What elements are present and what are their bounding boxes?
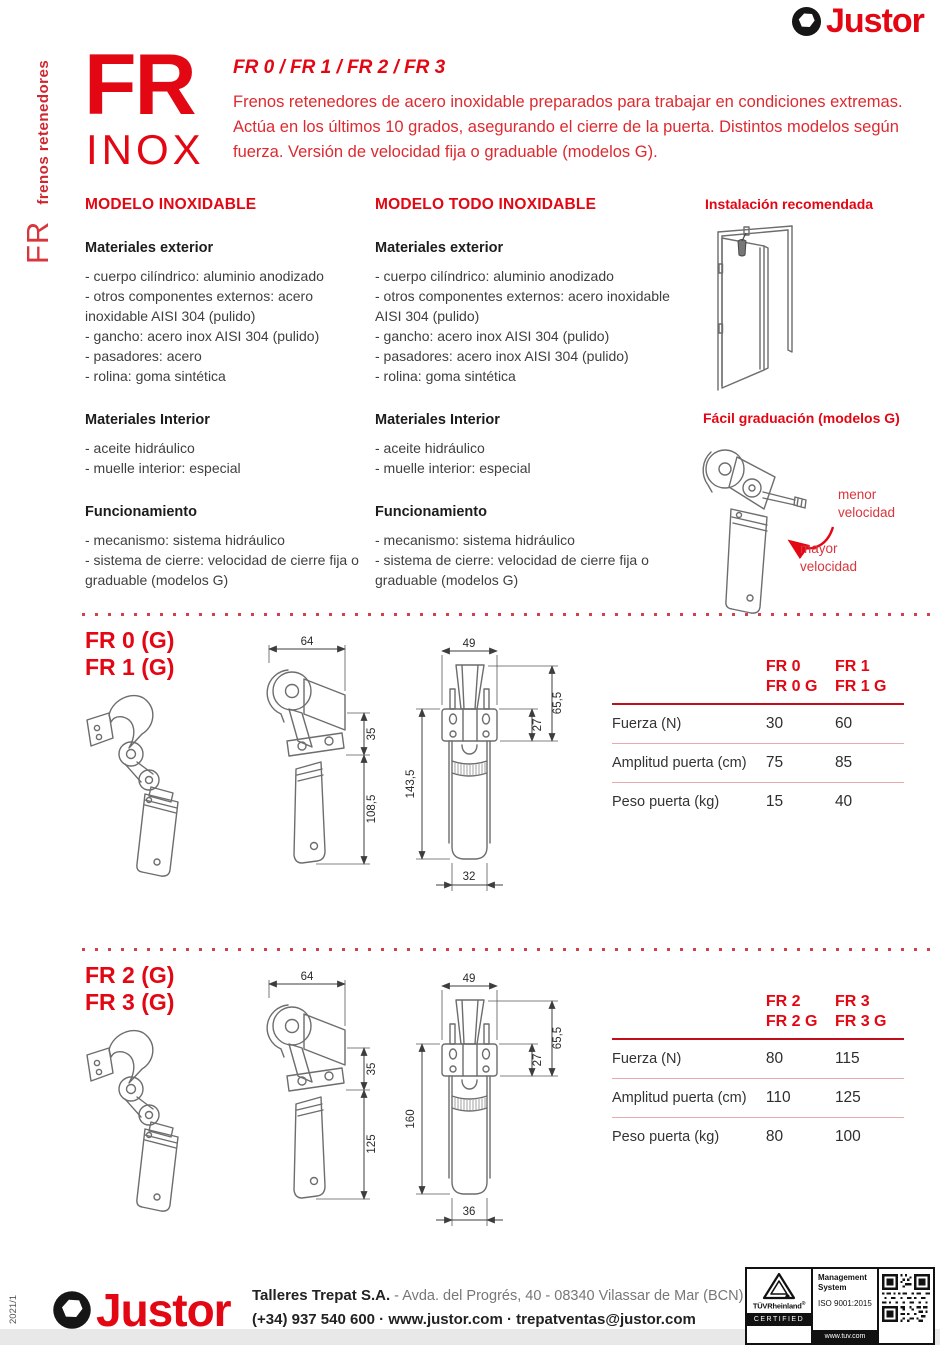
edition-code: 2021/1: [8, 1294, 19, 1324]
door-brake-device: [738, 233, 746, 256]
graduation-title: Fácil graduación (modelos G): [703, 410, 900, 426]
spec-item: - rolina: goma sintética: [375, 368, 516, 384]
spec-item: - muelle interior: especial: [85, 460, 241, 476]
less-speed-label: menor velocidad: [838, 487, 896, 520]
iso-view-drawing: [85, 690, 200, 880]
dim-plate: 27: [532, 1053, 544, 1067]
spec-item: - aceite hidráulico: [375, 440, 485, 456]
front-view-drawing: [400, 633, 570, 915]
management-cell: Management System ISO 9001:2015 www.tuv.com: [813, 1269, 879, 1343]
spec-item: - aceite hidráulico: [85, 440, 195, 456]
spec-item: - mecanismo: sistema hidráulico: [85, 532, 285, 548]
side-product-family: frenos retenedores: [35, 59, 52, 205]
install-title: Instalación recomendada: [705, 196, 874, 212]
side-vertical-brand: [20, 60, 56, 264]
table-row: Peso puerta (kg) 15 40: [612, 793, 853, 810]
company-name: Talleres Trepat S.A.: [252, 1287, 391, 1304]
footer-contact-block: [252, 1284, 743, 1332]
dim-upper: 35: [366, 1062, 378, 1076]
hex-nut-icon: [791, 6, 822, 37]
door-installation-illustration: [712, 222, 822, 400]
footer-address-line: [252, 1284, 743, 1308]
dim-lower: 108,5: [366, 794, 378, 824]
section-heading: Funcionamiento: [85, 504, 197, 520]
section-heading: Materiales exterior: [85, 240, 214, 256]
models-line: FR 0 / FR 1 / FR 2 / FR 3: [233, 57, 446, 78]
spec-item: - rolina: goma sintética: [85, 368, 226, 384]
page-subtitle: INOX: [86, 126, 205, 173]
dim-upper: 35: [366, 727, 378, 741]
graduation-device-illustration: [695, 435, 855, 630]
dim-base: 32: [462, 871, 476, 883]
product-section-fr0-fr1: [0, 613, 940, 948]
dim-width: 64: [300, 971, 314, 983]
spec-item: - cuerpo cilíndrico: aluminio anodizado: [85, 268, 324, 284]
model-column-inoxidable: [85, 196, 367, 590]
table-col-header: FR 2 FR 2 G: [765, 993, 818, 1030]
brand-logo-text: Justor: [826, 2, 924, 40]
footer-brand-logo: [52, 1283, 231, 1337]
dim-width: 49: [462, 638, 476, 650]
spec-item: - gancho: acero inox AISI 304 (pulido): [375, 328, 610, 344]
spec-item: - cuerpo cilíndrico: aluminio anodizado: [375, 268, 614, 284]
dotted-separator: [82, 613, 935, 616]
table-col-header: FR 0 FR 0 G: [765, 658, 818, 695]
model-column-title: MODELO INOXIDABLE: [85, 196, 257, 213]
tuv-triangle-icon: [762, 1272, 796, 1300]
side-product-code: FR: [20, 220, 55, 264]
page-title: FR: [84, 37, 195, 133]
section-heading: Funcionamiento: [375, 504, 487, 520]
dim-width: 49: [462, 973, 476, 985]
dim-hook: 65,5: [552, 1026, 564, 1050]
model-column-title: MODELO TODO INOXIDABLE: [375, 196, 597, 213]
dim-width: 64: [300, 636, 314, 648]
spec-item: - mecanismo: sistema hidráulico: [375, 532, 575, 548]
dim-plate: 27: [532, 718, 544, 732]
table-col-header: FR 1 FR 1 G: [834, 658, 887, 695]
tuv-cell: [747, 1269, 813, 1343]
tuv-url-bar: www.tuv.com: [813, 1330, 877, 1343]
spec-item: - otros componentes externos: acero inoxidable AISI 304 (pulido): [85, 288, 314, 324]
table-row: Fuerza (N) 80 115: [612, 1050, 860, 1067]
side-view-drawing: [256, 968, 378, 1210]
spec-table: [612, 992, 904, 1156]
spec-item: - muelle interior: especial: [375, 460, 531, 476]
dim-hook: 65,5: [552, 691, 564, 715]
front-view-drawing: [400, 968, 570, 1250]
description-line: Actúa en los últimos 10 grados, asegurando el cierre de la puerta. Distintos modelos según: [233, 118, 899, 136]
tuv-brand: TÜVRheinland®: [752, 1301, 806, 1311]
certification-badge: [745, 1267, 935, 1345]
spec-item: - otros componentes externos: acero inoxidable AISI 304 (pulido): [375, 288, 670, 324]
dim-total: 143,5: [405, 769, 417, 799]
iso-standard: ISO 9001:2015: [818, 1299, 872, 1308]
footer-contact-line: (+34) 937 540 600 · www.justor.com · trepatventas@justor.com: [252, 1311, 696, 1328]
spec-table: [612, 657, 904, 821]
company-address: - Avda. del Progrés, 40 - 08340 Vilassar de Mar (BCN): [390, 1288, 744, 1304]
spec-item: - sistema de cierre: velocidad de cierre fija o graduable (modelos G): [85, 552, 359, 588]
spec-item: - gancho: acero inox AISI 304 (pulido): [85, 328, 320, 344]
dim-total: 160: [405, 1109, 417, 1129]
table-row: Amplitud puerta (cm) 75 85: [612, 754, 853, 771]
table-col-header: FR 3 FR 3 G: [834, 993, 887, 1030]
product-title: FR 2 (G) FR 3 (G): [85, 962, 175, 1015]
dotted-separator: [82, 948, 935, 951]
spec-item: - sistema de cierre: velocidad de cierre fija o graduable (modelos G): [375, 552, 649, 588]
product-section-fr2-fr3: [0, 948, 940, 1283]
side-view-drawing: [256, 633, 378, 875]
section-heading: Materiales Interior: [375, 412, 500, 428]
section-heading: Materiales exterior: [375, 240, 504, 256]
product-description: [233, 90, 933, 165]
table-row: Peso puerta (kg) 80 100: [612, 1128, 861, 1145]
spec-item: - pasadores: acero: [85, 348, 202, 364]
dim-lower: 125: [366, 1134, 378, 1154]
dim-base: 36: [462, 1206, 476, 1218]
brand-logo: [791, 2, 924, 41]
qr-cell: [879, 1269, 933, 1343]
iso-view-drawing: [85, 1025, 200, 1215]
section-heading: Materiales Interior: [85, 412, 210, 428]
description-line: fuerza. Versión de velocidad fija o graduable (modelos G).: [233, 143, 658, 161]
qr-code-icon: [882, 1274, 930, 1322]
model-column-todo-inoxidable: [375, 196, 675, 590]
table-row: Fuerza (N) 30 60: [612, 715, 853, 732]
more-speed-label: mayor velocidad: [800, 541, 858, 574]
hex-nut-icon: [52, 1290, 92, 1330]
brand-logo-text: Justor: [96, 1284, 231, 1336]
certified-bar: CERTIFIED: [747, 1313, 811, 1326]
table-row: Amplitud puerta (cm) 110 125: [612, 1089, 861, 1106]
description-line: Frenos retenedores de acero inoxidable preparados para trabajar en condiciones extremas.: [233, 93, 903, 111]
product-title: FR 0 (G) FR 1 (G): [85, 627, 175, 680]
spec-item: - pasadores: acero inox AISI 304 (pulido): [375, 348, 629, 364]
